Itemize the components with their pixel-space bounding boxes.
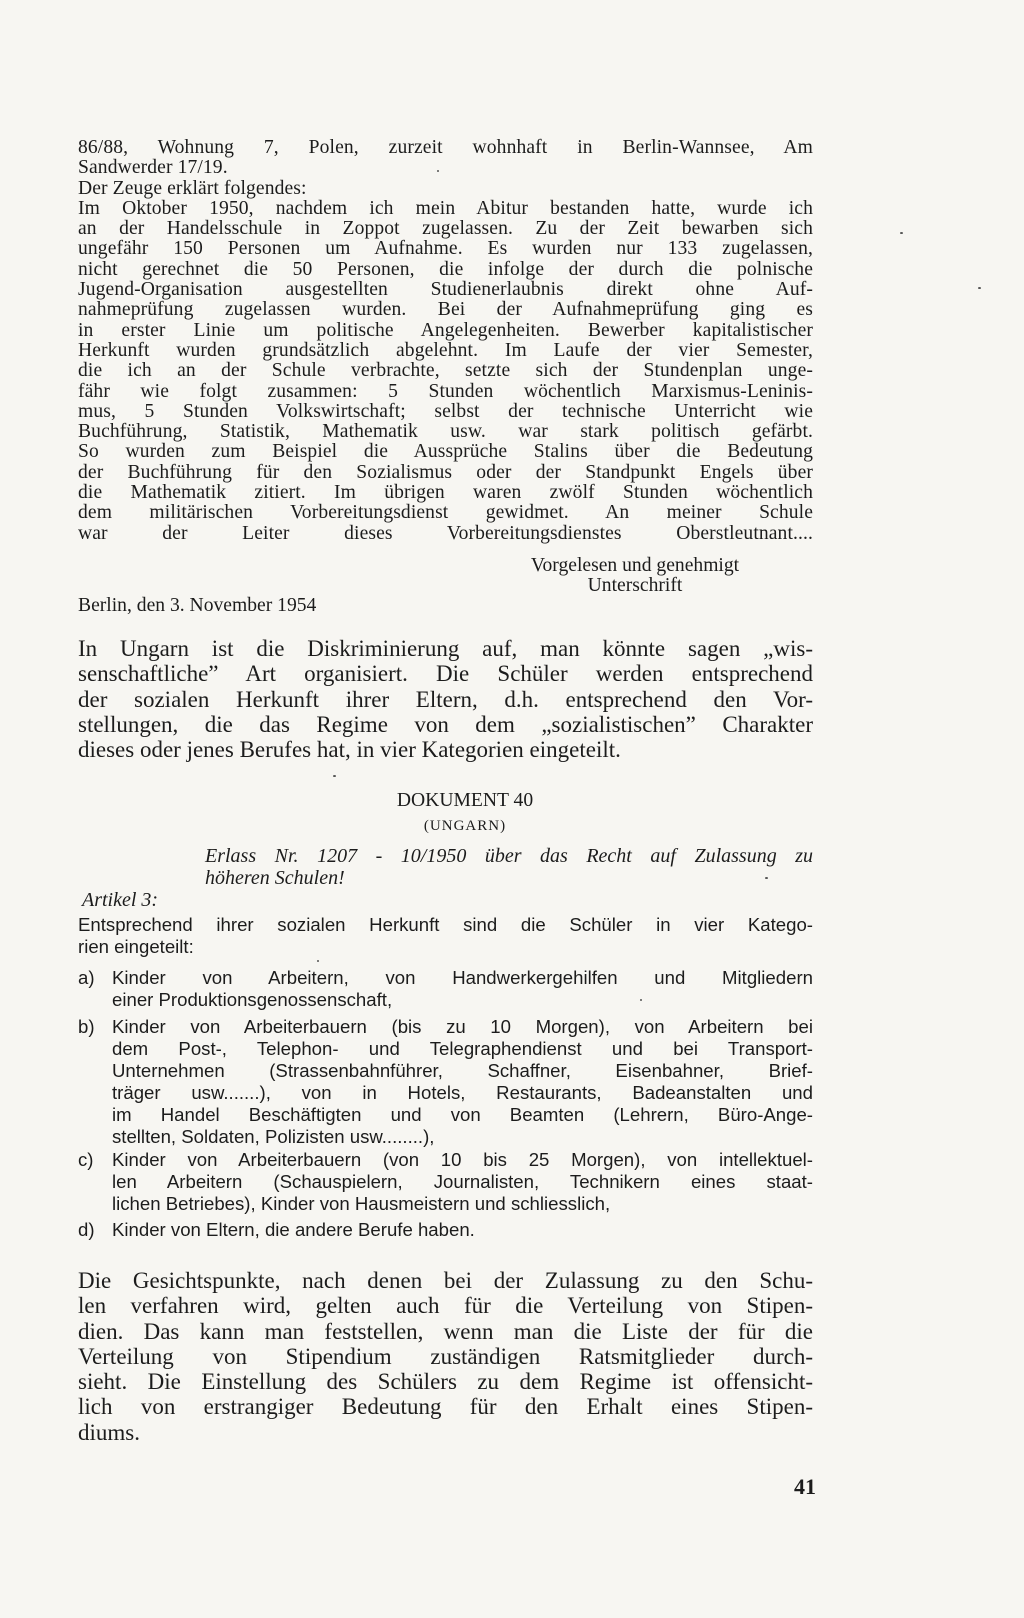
category-line: dem Post-, Telephon- und Telegraphendienst und bei Transport- — [112, 1038, 813, 1059]
category-line: lichen Betriebes), Kinder von Hausmeistern und schliesslich, — [112, 1193, 611, 1214]
category-marker: b) — [78, 1016, 95, 1037]
category-line: Kinder von Eltern, die andere Berufe haben. — [112, 1219, 475, 1240]
paragraph-stipends — [78, 1268, 813, 1445]
paragraph-line: stellungen, die das Regime von dem „sozialistischen” Charakter — [78, 711, 813, 737]
paragraph-line: senschaftliche” Art organisiert. Die Schüler werden entsprechend — [78, 661, 813, 687]
testimony-line: Jugend-Organisation ausgestellten Studienerlaubnis direkt ohne Auf- — [78, 279, 813, 301]
category-line: träger usw.......), von in Hotels, Restaurants, Badeanstalten und — [112, 1082, 813, 1103]
category-line: im Handel Beschäftigten und von Beamten (Lehrern, Büro-Ange- — [112, 1104, 813, 1125]
category-line: Unternehmen (Strassenbahnführer, Schaffner, Eisenbahner, Brief- — [112, 1060, 813, 1081]
category-line: len Arbeitern (Schauspielern, Journalisten, Technikern eines staat- — [112, 1171, 813, 1192]
document-country: (UNGARN) — [423, 818, 507, 834]
paragraph-line: diums. — [78, 1419, 140, 1445]
category-marker: d) — [78, 1219, 95, 1240]
scan-speck — [765, 877, 768, 879]
testimony-line: der Buchführung für den Sozialismus oder der Standpunkt Engels über — [78, 461, 813, 483]
scan-speck — [978, 287, 981, 289]
paragraph-line: dieses oder jenes Berufes hat, in vier Kategorien eingeteilt. — [78, 737, 621, 763]
article-label: Artikel 3: — [82, 889, 159, 911]
page-number: 41 — [794, 1474, 816, 1499]
intro-line: Entsprechend ihrer sozialen Herkunft sind die Schüler in vier Katego- — [78, 914, 813, 935]
category-line: Kinder von Arbeitern, von Handwerkergehilfen und Mitgliedern — [112, 967, 813, 988]
paragraph-line: dien. Das kann man feststellen, wenn man die Liste der für die — [78, 1318, 813, 1344]
place-date: Berlin, den 3. November 1954 — [78, 595, 317, 616]
paragraph-line: der sozialen Herkunft ihrer Eltern, d.h. entsprechend den Vor- — [78, 686, 813, 712]
testimony-line: 86/88, Wohnung 7, Polen, zurzeit wohnhaft in Berlin-Wannsee, Am — [78, 137, 813, 158]
testimony-line: Der Zeuge erklärt folgendes: — [78, 177, 307, 199]
category-line: Kinder von Arbeiterbauern (von 10 bis 25 Morgen), von intellektuel- — [112, 1149, 813, 1170]
testimony-line: So wurden zum Beispiel die Aussprüche Stalins über die Bedeutung — [78, 441, 813, 463]
paragraph-line: In Ungarn ist die Diskriminierung auf, man könnte sagen „wis- — [78, 636, 813, 661]
categories-intro — [78, 914, 813, 958]
decree-title — [205, 845, 813, 889]
category-marker: c) — [78, 1149, 94, 1170]
scan-speck — [900, 232, 903, 234]
testimony-line: an der Handelsschule in Zoppot zugelassen. Zu der Zeit bewarben sich — [78, 218, 813, 240]
category-line: stellten, Soldaten, Polizisten usw........), — [112, 1126, 435, 1147]
paragraph-line: len verfahren wird, gelten auch für die Verteilung von Stipen- — [78, 1293, 813, 1319]
paragraph-line: sieht. Die Einstellung des Schülers zu dem Regime ist offensicht- — [78, 1369, 813, 1395]
testimony-line: die ich an der Schule verbrachte, setzte sich der Stundenplan unge- — [78, 360, 813, 382]
testimony-line: fähr wie folgt zusammen: 5 Stunden wöchentlich Marxismus-Leninis- — [78, 380, 813, 402]
testimony-line: dem militärischen Vorbereitungsdienst gewidmet. An meiner Schule — [78, 502, 813, 524]
category-line: einer Produktionsgenossenschaft, — [112, 989, 393, 1010]
testimony-line: ungefähr 150 Personen um Aufnahme. Es wurden nur 133 zugelassen, — [78, 238, 813, 260]
signature-label: Unterschrift — [587, 575, 683, 597]
signature-read-approved: Vorgelesen und genehmigt — [530, 555, 740, 576]
testimony-line: nahmeprüfung zugelassen wurden. Bei der Aufnahmeprüfung ging es — [78, 299, 813, 321]
category-marker: a) — [78, 967, 95, 988]
testimony-line: Herkunft wurden grundsätzlich abgelehnt. Im Laufe der vier Semester, — [78, 339, 813, 361]
document-heading: DOKUMENT 40 — [396, 790, 534, 811]
scan-speck — [317, 960, 319, 962]
paragraph-line: Verteilung von Stipendium zuständigen Ratsmitglieder durch- — [78, 1343, 813, 1369]
testimony-line: war der Leiter dieses Vorbereitungsdienstes Oberstleutnant.... — [78, 522, 813, 544]
signature-block — [470, 556, 800, 597]
decree-line: Erlass Nr. 1207 - 10/1950 über das Recht auf Zulassung zu — [205, 845, 813, 867]
testimony-line: mus, 5 Stunden Volkswirtschaft; selbst der technische Unterricht wie — [78, 400, 813, 422]
paragraph-line: lich von erstrangiger Bedeutung für den Erhalt eines Stipen- — [78, 1394, 813, 1420]
category-line: Kinder von Arbeiterbauern (bis zu 10 Morgen), von Arbeitern bei — [112, 1016, 813, 1037]
paragraph-line: Die Gesichtspunkte, nach denen bei der Zulassung zu den Schu- — [78, 1268, 813, 1293]
scan-speck — [640, 999, 642, 1001]
scan-speck — [437, 170, 439, 172]
testimony-line: in erster Linie um politische Angelegenheiten. Bewerber kapitalistischer — [78, 319, 813, 341]
testimony-line: Sandwerder 17/19. — [78, 157, 228, 179]
testimony-line: die Mathematik zitiert. Im übrigen waren zwölf Stunden wöchentlich — [78, 482, 813, 504]
testimony-line: Im Oktober 1950, nachdem ich mein Abitur bestanden hatte, wurde ich — [78, 197, 813, 219]
witness-testimony — [78, 138, 813, 544]
scan-speck — [333, 775, 336, 777]
intro-line: rien eingeteilt: — [78, 936, 194, 957]
testimony-line: nicht gerechnet die 50 Personen, die infolge der durch die polnische — [78, 258, 813, 280]
decree-line: höheren Schulen! — [205, 867, 345, 889]
paragraph-hungary — [78, 636, 813, 762]
testimony-line: Buchführung, Statistik, Mathematik usw. war stark politisch gefärbt. — [78, 421, 813, 443]
